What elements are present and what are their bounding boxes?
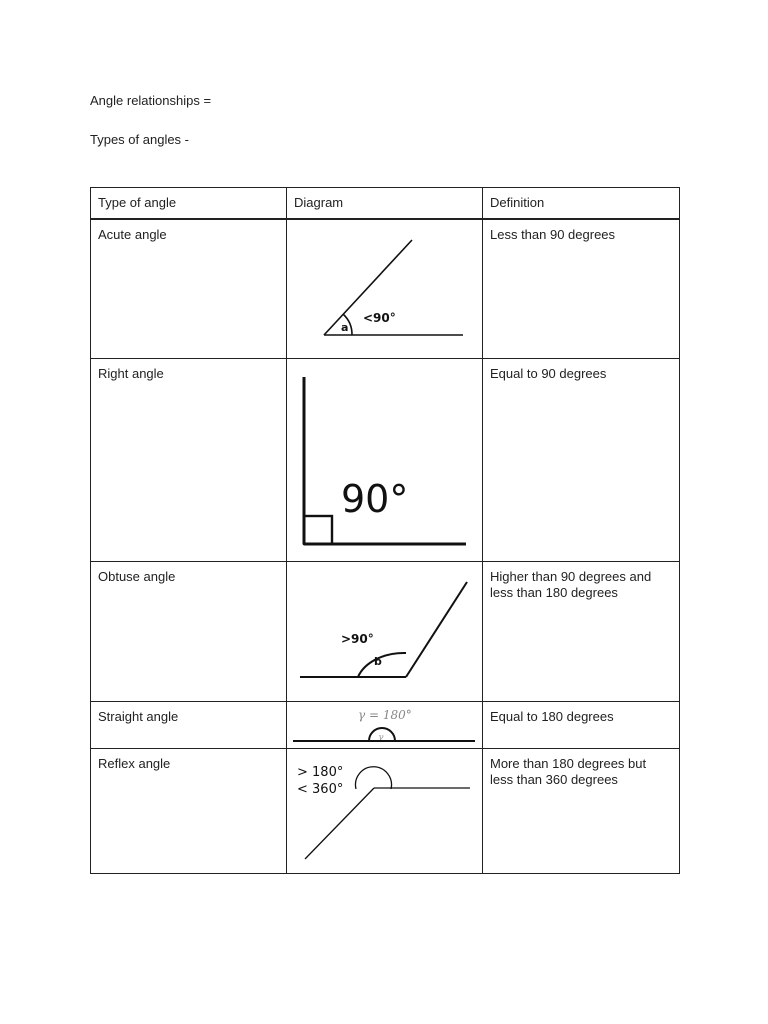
right-measure-label: 90° — [341, 477, 409, 521]
document-subheading: Types of angles - — [90, 132, 189, 147]
table-row-obtuse — [91, 562, 680, 702]
definition-right: Equal to 90 degrees — [490, 366, 607, 381]
right-angle-diagram — [287, 359, 482, 561]
document-heading: Angle relationships = — [90, 93, 212, 108]
definition-acute: Less than 90 degrees — [490, 226, 616, 242]
acute-angle-letter: a — [341, 320, 349, 334]
cell-type-right: Right angle — [91, 359, 287, 562]
obtuse-angle-diagram — [287, 562, 482, 701]
table-row-reflex — [91, 749, 680, 874]
straight-angle-letter: γ — [378, 733, 384, 743]
cell-definition-reflex — [483, 749, 680, 874]
acute-angle-diagram — [287, 220, 482, 359]
obtuse-angle-arc — [358, 653, 406, 677]
reflex-upper-bound-label: < 360° — [297, 782, 344, 797]
obtuse-measure-label: >90° — [341, 632, 374, 646]
cell-diagram-acute — [287, 219, 483, 359]
header-diagram: Diagram — [287, 188, 483, 219]
cell-definition-obtuse — [483, 562, 680, 702]
definition-reflex: More than 180 degrees but less than 360 degrees — [490, 756, 647, 787]
cell-type-straight: Straight angle — [91, 702, 287, 749]
definition-straight: Equal to 180 degrees — [490, 709, 614, 724]
cell-diagram-obtuse — [287, 562, 483, 702]
cell-type-obtuse: Obtuse angle — [91, 562, 287, 702]
acute-measure-label: <90° — [363, 310, 396, 325]
reflex-angle-arc — [356, 767, 392, 789]
cell-diagram-right — [287, 359, 483, 562]
cell-definition-straight — [483, 702, 680, 749]
cell-definition-right — [483, 359, 680, 562]
cell-definition-acute — [483, 219, 680, 359]
reflex-inclined-ray — [305, 788, 374, 859]
reflex-lower-bound-label: > 180° — [297, 765, 344, 780]
table-row-straight — [91, 702, 680, 749]
header-definition: Definition — [483, 188, 680, 219]
reflex-angle-diagram — [287, 749, 482, 873]
definition-obtuse: Higher than 90 degrees and less than 180 degrees — [490, 569, 652, 600]
header-type-of-angle: Type of angle — [91, 188, 287, 219]
cell-diagram-straight — [287, 702, 483, 749]
straight-angle-diagram — [287, 702, 482, 748]
straight-formula-label: γ = 180° — [358, 708, 412, 722]
table-header-row — [91, 188, 680, 219]
right-angle-square-marker — [304, 516, 332, 544]
cell-diagram-reflex — [287, 749, 483, 874]
cell-type-acute: Acute angle — [91, 219, 287, 359]
obtuse-angle-letter: b — [374, 655, 382, 668]
table-row-right — [91, 359, 680, 562]
obtuse-inclined-ray — [406, 582, 467, 677]
table-row-acute — [91, 219, 680, 359]
cell-type-reflex: Reflex angle — [91, 749, 287, 874]
angle-types-table — [90, 187, 680, 874]
